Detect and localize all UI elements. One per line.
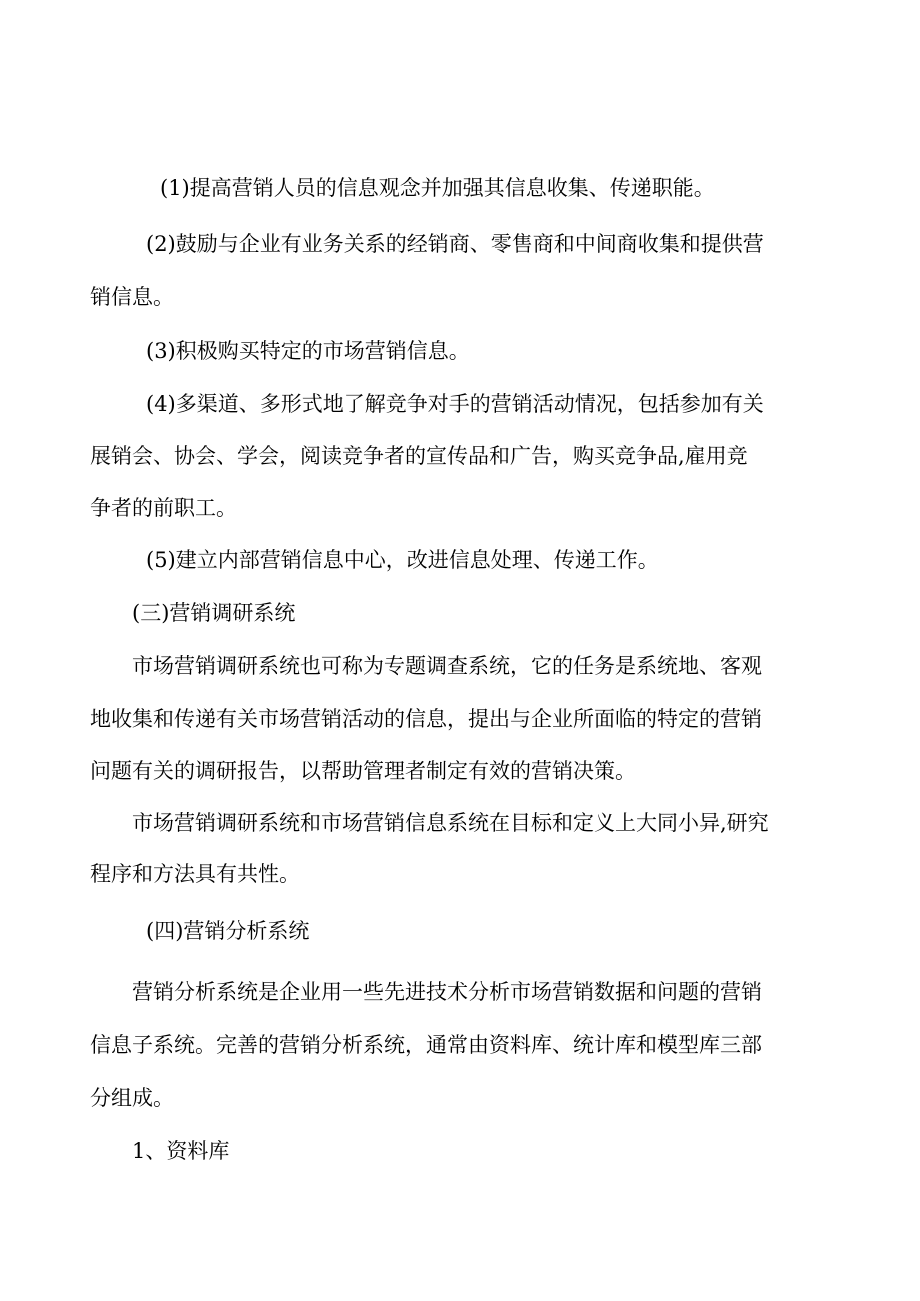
list-item-5-line-1: (5)建立内部营销信息中心，改进信息处理、传递工作。 [146, 548, 659, 572]
list-item-4-line-2: 展销会、协会、学会，阅读竞争者的宣传品和广告，购买竞争品,雇用竞 [90, 444, 748, 468]
subsection-heading-database: 1、资料库 [132, 1139, 230, 1163]
section-heading-research-system: (三)营销调研系统 [132, 601, 296, 625]
research-paragraph-2-line-2: 程序和方法具有共性。 [90, 862, 300, 886]
list-item-4-line-3: 争者的前职工。 [90, 496, 237, 520]
analysis-paragraph-line-3: 分组成。 [90, 1086, 174, 1110]
research-paragraph-2-line-1: 市场营销调研系统和市场营销信息系统在目标和定义上大同小异,研究 [132, 811, 769, 835]
list-item-1-line-1: (1)提高营销人员的信息观念并加强其信息收集、传递职能。 [160, 176, 715, 200]
list-item-3-line-1: (3)积极购买特定的市场营销信息。 [146, 339, 470, 363]
analysis-paragraph-line-1: 营销分析系统是企业用一些先进技术分析市场营销数据和问题的营销 [132, 980, 762, 1004]
section-heading-analysis-system: (四)营销分析系统 [146, 919, 310, 943]
research-paragraph-1-line-2: 地收集和传递有关市场营销活动的信息，提出与企业所面临的特定的营销 [90, 707, 762, 731]
list-item-2-line-1: (2)鼓励与企业有业务关系的经销商、零售商和中间商收集和提供营 [146, 232, 764, 256]
research-paragraph-1-line-1: 市场营销调研系统也可称为专题调查系统，它的任务是系统地、客观 [132, 654, 762, 678]
research-paragraph-1-line-3: 问题有关的调研报告，以帮助管理者制定有效的营销决策。 [90, 759, 636, 783]
analysis-paragraph-line-2: 信息子系统。完善的营销分析系统，通常由资料库、统计库和模型库三部 [90, 1033, 762, 1057]
list-item-2-line-2: 销信息。 [90, 285, 174, 309]
list-item-4-line-1: (4)多渠道、多形式地了解竞争对手的营销活动情况，包括参加有关 [146, 392, 764, 416]
